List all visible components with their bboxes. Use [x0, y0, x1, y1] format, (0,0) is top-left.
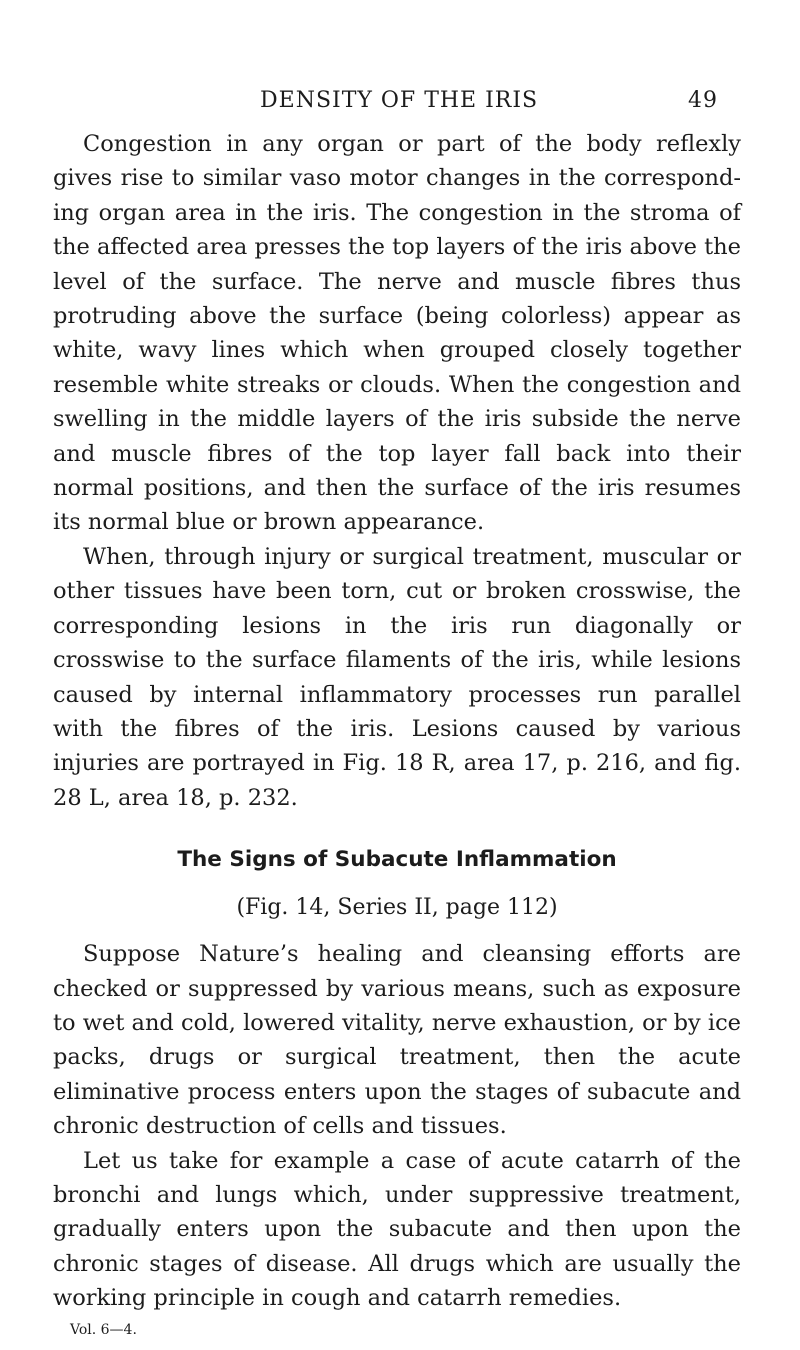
printer-signature: Vol. 6—4. — [70, 1322, 137, 1338]
section-heading: The Signs of Subacute Inflammation — [177, 847, 617, 873]
paragraph-suppression: Suppose Nature’s healing and cleansing efforts are checked or suppressed by various means, such as exposure to wet and cold, lowered vitality, nerve exhaustion, or by ice packs, drugs or surgical treatment, then the acute eliminative process enters upon the stages of subacute and chronic destruction of cells and tissues. — [53, 941, 741, 1140]
running-title: DENSITY OF THE IRIS — [260, 88, 539, 113]
page-number: 49 — [688, 88, 718, 113]
paragraph-catarrh-example: Let us take for example a case of acute catarrh of the bronchi and lungs which, under suppressive treatment, gradually enters upon the subacute and then upon the chronic stages of disease. All drugs which are usually the working principle in cough and catarrh remedies. — [53, 1147, 741, 1312]
body-text — [53, 127, 741, 1316]
paragraph-lesions: When, through injury or surgical treatment, muscular or other tissues have been torn, cut or broken crosswise, the corresponding lesions in the iris run diagonally or crosswise to the surface filaments of the iris, while lesions caused by internal inflammatory processes run parallel with the fibres of the iris. Lesions caused by various injuries are portrayed in Fig. 18 R, area 17, p. 216, and fig. 28 L, area 18, p. 232. — [53, 543, 741, 811]
paragraph-congestion: Congestion in any organ or part of the body reflexly gives rise to similar vaso motor changes in the correspond-ing organ area in the iris. The congestion in the stroma of the affected area presses the top layers of the iris above the level of the surface. The nerve and muscle fibres thus protruding above the surface (being colorless) appear as white, wavy lines which when grouped closely together resemble white streaks or clouds. When the congestion and swelling in the middle layers of the iris subside the nerve and muscle fibres of the top layer fall back into their normal positions, and then the surface of the iris resumes its normal blue or brown appearance. — [53, 131, 741, 536]
section-reference: (Fig. 14, Series II, page 112) — [236, 895, 558, 921]
running-head — [248, 88, 718, 122]
